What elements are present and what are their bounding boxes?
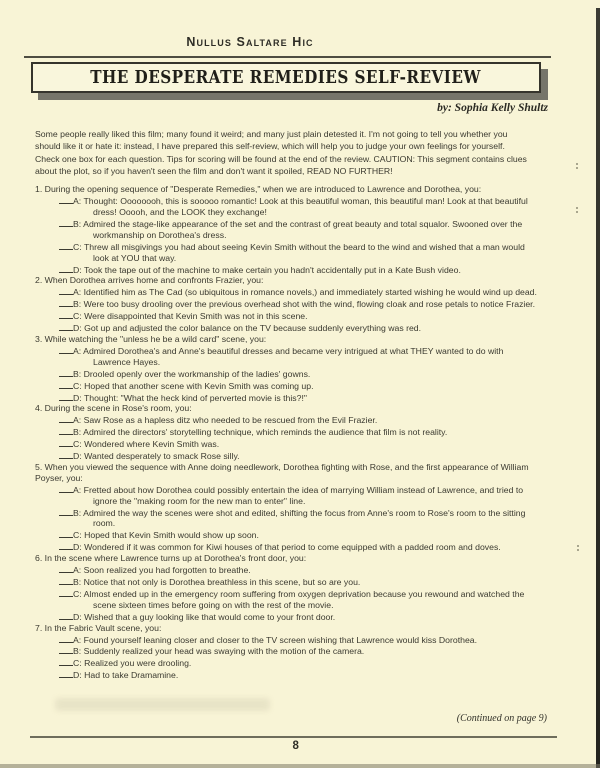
page-header-title: Nullus Saltare Hic (186, 35, 314, 49)
option-text: Notice that not only is Dorothea breathless in this scene, but so are you. (83, 577, 361, 587)
option-text: Fretted about how Dorothea could possibly entertain the idea of marrying William instead of Lawrence, and tried to ignore the "making room for the new man to enter" line. (83, 484, 524, 506)
option-text: Hoped that Kevin Smith would show up soon. (84, 530, 259, 541)
answer-option (35, 645, 542, 657)
option-letter: B: (73, 299, 82, 310)
title-box (31, 62, 541, 93)
answer-option (35, 541, 542, 553)
option-text: Thought: "What the heck kind of perverted movie is this?!" (83, 392, 307, 403)
bleed-through-smudge (55, 698, 270, 711)
answer-blank (59, 450, 73, 459)
answer-blank (59, 529, 73, 538)
option-letter: A: (73, 287, 82, 298)
answer-option (35, 634, 542, 646)
answer-option (35, 241, 542, 264)
option-letter: D: (73, 611, 82, 622)
answer-blank (59, 264, 73, 273)
answer-option (35, 669, 542, 681)
answer-option (35, 345, 542, 368)
option-text: Drooled openly over the workmanship of the ladies' gowns. (83, 368, 311, 379)
scan-edge-right (596, 8, 600, 768)
answer-blank (59, 218, 73, 227)
answer-option (35, 507, 542, 530)
question-text: In the scene where Lawrence turns up at Dorothea's front door, you: (44, 553, 307, 564)
answer-option (35, 450, 542, 462)
option-text: Saw Rose as a hapless ditz who needed to be rescued from the Evil Frazier. (83, 415, 378, 426)
answer-option (35, 392, 542, 404)
answer-blank (59, 345, 73, 354)
option-letter: A: (73, 345, 82, 356)
option-letter: A: (73, 196, 82, 207)
option-text: Were disappointed that Kevin Smith was not in this scene. (84, 311, 308, 322)
answer-blank (59, 298, 73, 307)
option-letter: D: (73, 451, 82, 462)
page-content (35, 128, 542, 681)
question-item (35, 623, 542, 682)
question-item (35, 275, 542, 334)
question-number: 2. (35, 275, 43, 286)
option-text: Took the tape out of the machine to make certain you hadn't accidentally put in a Kate Bush video. (83, 264, 461, 275)
answer-blank (59, 576, 73, 585)
answer-option (35, 286, 542, 298)
question-number: 1. (35, 184, 43, 195)
answer-option (35, 657, 542, 669)
option-text: Admired Dorothea's and Anne's beautiful dresses and became very intrigued at what THEY wanted to do with Lawrence Hayes. (83, 345, 504, 367)
answer-option (35, 310, 542, 322)
answer-option (35, 380, 542, 392)
answer-option (35, 218, 542, 241)
page-number: 8 (292, 740, 300, 752)
answer-blank (59, 368, 73, 377)
question-item (35, 462, 542, 553)
answer-option (35, 576, 542, 588)
option-letter: B: (73, 368, 82, 379)
answer-blank (59, 195, 73, 204)
question-prompt (35, 184, 542, 195)
question-item (35, 403, 542, 462)
question-number: 7. (35, 622, 43, 633)
option-letter: D: (73, 264, 82, 275)
question-text: When you viewed the sequence with Anne doing needlework, Dorothea fighting with Rose, and the first appearance of William Poyser, you: (35, 461, 529, 483)
option-text: Identified him as The Cad (so ubiquitous in romance novels,) and immediately started wishing he would wind up dead. (83, 287, 537, 298)
option-letter: B: (73, 646, 82, 657)
answer-blank (59, 241, 73, 250)
scan-speck (577, 545, 579, 547)
question-item (35, 553, 542, 622)
answer-option (35, 264, 542, 276)
option-text: Wondered where Kevin Smith was. (84, 439, 220, 450)
option-text: Threw all misgivings you had about seeing Kevin Smith without the beard to the wind and wished that a man would look at YOU that way. (83, 241, 525, 263)
option-text: Thought: Oooooooh, this is sooooo romantic! Look at this beautiful woman, this beautiful man! Look at that beautiful dress! Ooooh, and the LOOK they exchange! (83, 196, 528, 217)
question-number: 4. (35, 403, 43, 414)
option-letter: A: (73, 415, 82, 426)
page-title: THE DESPERATE REMEDIES SELF-REVIEW (90, 67, 482, 88)
answer-blank (59, 645, 73, 654)
answer-blank (59, 484, 73, 493)
question-list (35, 184, 542, 681)
option-text: Admired the way the scenes were shot and edited, shifting the focus from Anne's room to Rose's room to the sitting room. (83, 507, 526, 529)
option-letter: A: (73, 484, 82, 495)
question-text: During the scene in Rose's room, you: (44, 403, 192, 414)
option-letter: B: (73, 577, 82, 587)
byline: by: Sophia Kelly Shultz (437, 102, 548, 114)
answer-blank (59, 414, 73, 423)
option-text: Wanted desperately to smack Rose silly. (84, 451, 240, 462)
option-letter: C: (73, 588, 82, 599)
question-number: 5. (35, 461, 43, 472)
answer-blank (59, 541, 73, 550)
option-letter: C: (73, 311, 82, 322)
option-letter: D: (73, 670, 82, 681)
question-prompt (35, 462, 542, 484)
option-text: Suddenly realized your head was swaying with the motion of the camera. (83, 646, 365, 657)
question-text: When Dorothea arrives home and confronts Frazier, you: (44, 275, 264, 286)
question-number: 6. (35, 553, 43, 564)
option-letter: B: (73, 427, 82, 438)
question-text: While watching the "unless he be a wild card" scene, you: (44, 333, 267, 344)
answer-option (35, 588, 542, 611)
option-text: Admired the directors' storytelling technique, which reminds the audience that film is not reality. (83, 427, 448, 438)
answer-blank (59, 634, 73, 643)
answer-option (35, 298, 542, 310)
option-letter: C: (73, 241, 82, 252)
option-letter: B: (73, 218, 82, 229)
question-prompt (35, 553, 542, 564)
question-prompt (35, 334, 542, 345)
answer-option (35, 414, 542, 426)
continued-note: (Continued on page 9) (456, 713, 547, 724)
answer-option (35, 611, 542, 623)
intro-paragraph: Some people really liked this film; many found it weird; and many just plain detested it. I'm not going to tell you whether you should like it or hate it: instead, I have prepared this self-review, which will help you to judge your own feelings for yourself. Check one box for each question. Tips for scoring will be found at the end of the review. CAUTION: This segment contains clues about the plot, so if you haven't seen the film and don't want it spoiled, READ NO FURTHER! (35, 129, 527, 176)
answer-blank (59, 669, 73, 678)
footer-rule (30, 736, 557, 738)
option-letter: C: (73, 658, 82, 669)
option-letter: A: (73, 565, 82, 576)
option-text: Found yourself leaning closer and closer to the TV screen wishing that Lawrence would kiss Dorothea. (83, 634, 478, 645)
answer-blank (59, 426, 73, 435)
answer-blank (59, 588, 73, 597)
answer-option (35, 564, 542, 576)
scan-speck (576, 207, 578, 209)
answer-option (35, 426, 542, 438)
option-text: Admired the stage-like appearance of the set and the contrast of great beauty and total squalor. Swooned over the workmanship on Dorothea's dress. (83, 218, 523, 240)
option-text: Soon realized you had forgotten to breathe. (83, 565, 251, 576)
option-text: Realized you were drooling. (84, 658, 192, 669)
answer-blank (59, 286, 73, 295)
answer-blank (59, 380, 73, 389)
option-letter: A: (73, 634, 82, 645)
answer-blank (59, 611, 73, 620)
header-rule (24, 56, 551, 58)
answer-blank (59, 438, 73, 447)
answer-option (35, 322, 542, 334)
option-text: Got up and adjusted the color balance on the TV because suddenly everything was red. (84, 323, 422, 334)
option-letter: D: (73, 323, 82, 334)
answer-option (35, 368, 542, 380)
question-item (35, 334, 542, 403)
scan-edge-bottom (0, 764, 600, 768)
option-letter: C: (73, 439, 82, 450)
option-text: Almost ended up in the emergency room suffering from oxygen deprivation because you rewound and watched the scene sixteen times before going on with the rest of the movie. (83, 588, 525, 610)
answer-blank (59, 322, 73, 331)
option-text: Had to take Dramamine. (84, 670, 179, 681)
question-prompt (35, 275, 542, 286)
answer-blank (59, 310, 73, 319)
question-number: 3. (35, 333, 43, 344)
option-text: Wished that a guy looking like that would come to your front door. (84, 611, 336, 622)
answer-option (35, 195, 542, 218)
option-letter: C: (73, 530, 82, 541)
option-text: Hoped that another scene with Kevin Smith was coming up. (84, 380, 314, 391)
answer-option (35, 529, 542, 541)
option-letter: D: (73, 542, 82, 553)
answer-blank (59, 564, 73, 573)
question-text: During the opening sequence of "Desperate Remedies," when we are introduced to Lawrence and Dorothea, you: (44, 184, 482, 195)
option-letter: B: (73, 507, 82, 518)
question-text: In the Fabric Vault scene, you: (44, 622, 162, 633)
answer-blank (59, 392, 73, 401)
question-item (35, 184, 542, 275)
answer-blank (59, 657, 73, 666)
option-letter: D: (73, 392, 82, 403)
answer-option (35, 438, 542, 450)
option-text: Were too busy drooling over the previous overhead shot with the wind, flowing cloak and rose petals to notice Frazier. (83, 299, 535, 310)
question-prompt (35, 623, 542, 634)
answer-blank (59, 507, 73, 516)
scan-speck (576, 163, 578, 165)
option-text: Wondered if it was common for Kiwi houses of that period to come equipped with a padded room and doves. (84, 542, 501, 553)
option-letter: C: (73, 380, 82, 391)
answer-option (35, 484, 542, 507)
question-prompt (35, 403, 542, 414)
